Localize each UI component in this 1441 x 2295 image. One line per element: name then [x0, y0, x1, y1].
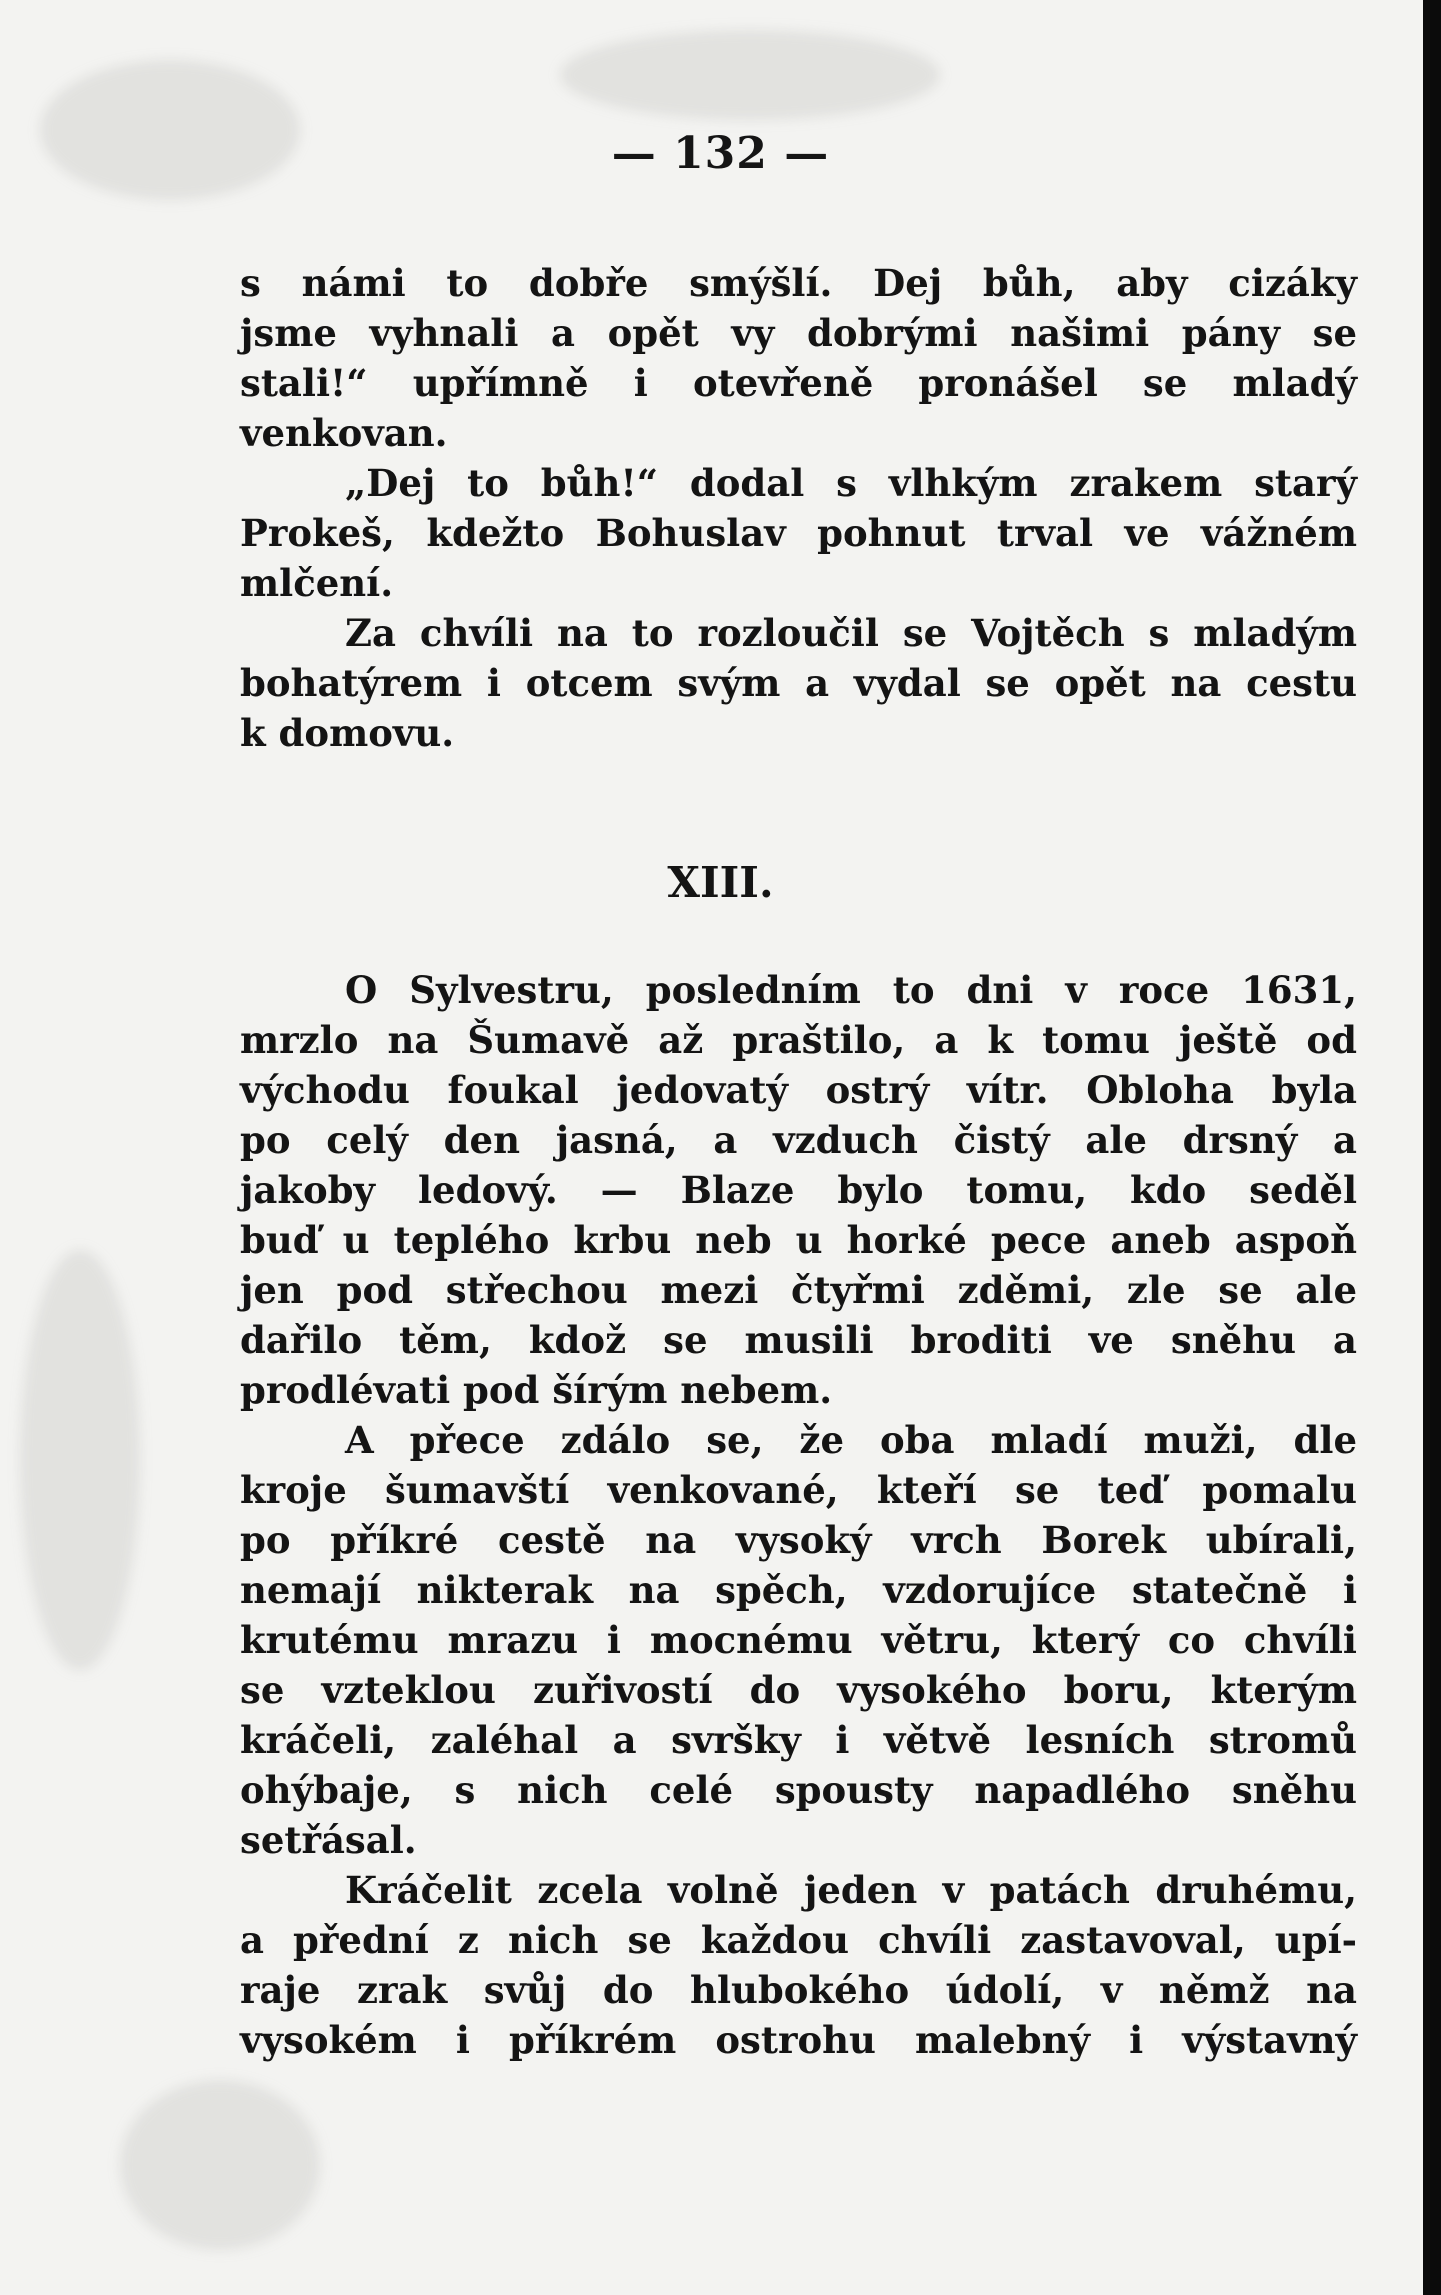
text-line: kráčeli, zaléhal a svršky i větvě lesních stromů: [240, 1718, 1357, 1762]
text-line: jen pod střechou mezi čtyřmi zděmi, zle se ale: [240, 1268, 1357, 1312]
text-line: nemají nikterak na spěch, vzdorujíce statečně i: [240, 1568, 1357, 1612]
text-line: setřásal.: [240, 1818, 417, 1862]
page-edge-shadow: [1423, 0, 1441, 2295]
text-line: s námi to dobře smýšlí. Dej bůh, aby cizáky: [240, 261, 1357, 305]
text-line: O Sylvestru, posledním to dni v roce 1631,: [345, 968, 1357, 1012]
page-number: — 132 —: [611, 128, 830, 179]
paper-stain: [20, 1250, 140, 1670]
text-line: Kráčelit zcela volně jeden v patách druhému,: [345, 1868, 1357, 1912]
text-line: a přední z nich se každou chvíli zastavoval, upí-: [240, 1918, 1357, 1962]
text-line: krutému mrazu i mocnému větru, který co chvíli: [240, 1618, 1357, 1662]
paragraph-block-top: [240, 258, 1357, 758]
text-line: „Dej to bůh!“ dodal s vlhkým zrakem starý: [345, 461, 1357, 505]
text-line: po příkré cestě na vysoký vrch Borek ubírali,: [240, 1518, 1357, 1562]
text-line: vysokém i příkrém ostrohu malebný i výstavný: [240, 2018, 1357, 2062]
text-line: jsme vyhnali a opět vy dobrými našimi pány se: [240, 311, 1357, 355]
paragraph-block-chapter: [240, 965, 1357, 2065]
text-line: prodlévati pod šírým nebem.: [240, 1368, 833, 1412]
chapter-heading: XIII.: [667, 858, 774, 907]
text-line: A přece zdálo se, že oba mladí muži, dle: [345, 1418, 1357, 1462]
text-line: stali!“ upřímně i otevřeně pronášel se mladý: [240, 361, 1357, 405]
text-line: venkovan.: [240, 411, 448, 455]
text-line: kroje šumavští venkované, kteří se teď pomalu: [240, 1468, 1357, 1512]
text-line: ohýbaje, s nich celé spousty napadlého sněhu: [240, 1768, 1357, 1812]
text-line: Prokeš, kdežto Bohuslav pohnut trval ve vážném: [240, 511, 1357, 555]
text-line: mlčení.: [240, 561, 394, 605]
paper-stain: [120, 2080, 320, 2250]
text-line: buď u teplého krbu neb u horké pece aneb aspoň: [240, 1218, 1357, 1262]
text-line: východu foukal jedovatý ostrý vítr. Obloha byla: [240, 1068, 1357, 1112]
text-line: k domovu.: [240, 711, 455, 755]
text-line: Za chvíli na to rozloučil se Vojtěch s mladým: [345, 611, 1357, 655]
text-line: dařilo těm, kdož se musili broditi ve sněhu a: [240, 1318, 1357, 1362]
paper-stain: [560, 30, 940, 120]
text-line: se vzteklou zuřivostí do vysokého boru, kterým: [240, 1668, 1357, 1712]
text-line: raje zrak svůj do hlubokého údolí, v němž na: [240, 1968, 1357, 2012]
text-line: mrzlo na Šumavě až praštilo, a k tomu ještě od: [240, 1018, 1357, 1062]
text-line: jakoby ledový. — Blaze bylo tomu, kdo seděl: [240, 1168, 1357, 1212]
text-line: bohatýrem i otcem svým a vydal se opět na cestu: [240, 661, 1357, 705]
text-line: po celý den jasná, a vzduch čistý ale drsný a: [240, 1118, 1357, 1162]
